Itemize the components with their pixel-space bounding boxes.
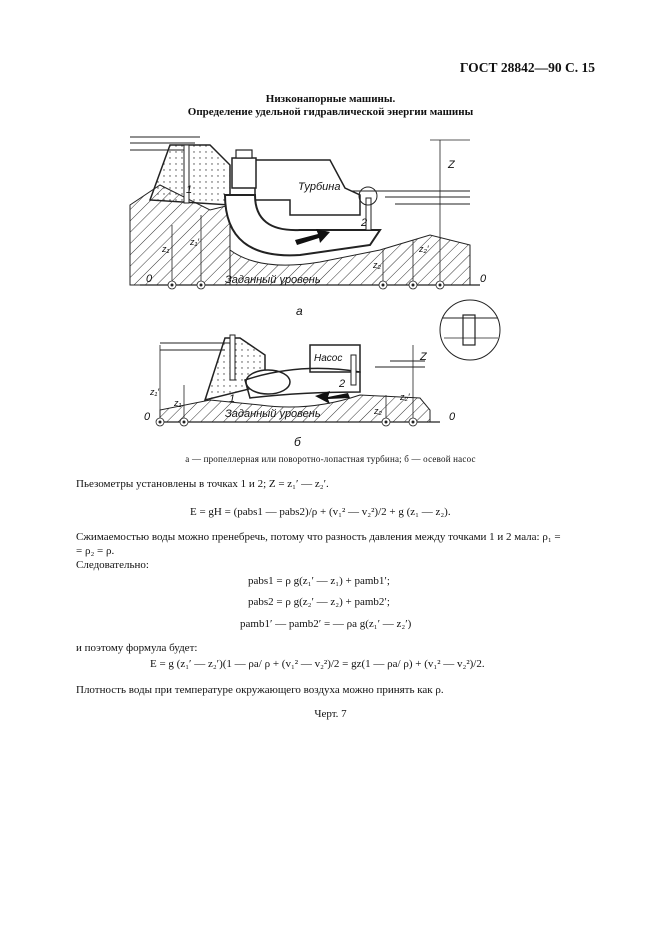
- dim-z2p-a: z₂′: [419, 244, 429, 254]
- dim-z2-a: z₂: [373, 260, 381, 270]
- dim-z1-a: z₁: [162, 244, 170, 254]
- level-label-a: Заданный уровень: [225, 274, 321, 286]
- dim-z-b: Z: [420, 351, 427, 363]
- zero-left-a: 0: [146, 273, 153, 285]
- point-2-b: 2: [339, 378, 346, 390]
- figure-caption: а — пропеллерная или поворотно-лопастная турбина; б — осевой насос: [185, 454, 476, 464]
- figure-number: Черт. 7: [314, 708, 347, 720]
- dim-z-a: Z: [448, 159, 455, 171]
- zero-left-b: 0: [144, 411, 151, 423]
- sublabel-b: б: [294, 435, 301, 449]
- document-header: ГОСТ 28842—90 С. 15: [459, 60, 595, 75]
- paragraph-formula-intro: и поэтому формула будет:: [76, 642, 198, 654]
- dim-z1-b: z₁: [174, 398, 182, 408]
- turbine-label: Турбина: [298, 181, 341, 193]
- diagram-a: [130, 137, 487, 318]
- paragraph-density: Плотность воды при температуре окружающего воздуха можно принять как ρ.: [76, 684, 444, 696]
- pump-label: Насос: [314, 353, 343, 364]
- paragraph-therefore: Следовательно:: [76, 559, 149, 571]
- zero-right-b: 0: [449, 411, 456, 423]
- paragraph-compressibility: Сжимаемостью воды можно пренебречь, потому что разность давления между точками 1 и 2 мала: ρ₁ =: [76, 531, 561, 543]
- point-2-a: 2: [361, 217, 368, 229]
- sublabel-a: а: [296, 304, 303, 318]
- dim-z2p-b: z₂′: [400, 392, 410, 402]
- formula-final: E = g (z₁′ — z₂′)(1 — ρa/ ρ + (v₁² — v₂²)/2 = gz(1 — ρa/ ρ) + (v₁² — v₂²)/2.: [150, 658, 485, 670]
- level-label-b: Заданный уровень: [225, 408, 321, 420]
- figure-title-line1: Низконапорные машины.: [265, 93, 396, 105]
- point-1-b: 1: [229, 393, 236, 405]
- formula-energy: E = gH = (pabs1 — pabs2)/ρ + (v₁² — v₂²)/2 + g (z₁ — z₂).: [190, 506, 451, 518]
- zero-right-a: 0: [480, 273, 487, 285]
- point-1-a: 1: [186, 184, 193, 196]
- paragraph-compressibility-cont: = ρ₂ = ρ.: [76, 545, 115, 557]
- formula-pabs1: pabs1 = ρ g(z₁′ — z₁) + pamb1′;: [248, 575, 390, 587]
- paragraph-piezometers: Пьезометры установлены в точках 1 и 2; Z = z₁′ — z₂′.: [76, 478, 329, 490]
- formula-pamb: pamb1′ — pamb2′ = — ρa g(z₁′ — z₂′): [240, 618, 412, 630]
- diagram-b: [144, 335, 456, 449]
- technical-drawing: [0, 0, 661, 460]
- figure-title-line2: Определение удельной гидравлической энергии машины: [187, 106, 474, 118]
- detail-inset: [440, 300, 500, 360]
- formula-pabs2: pabs2 = ρ g(z₂′ — z₂) + pamb2′;: [248, 596, 390, 608]
- dim-z1p-a: z₁′: [190, 237, 200, 247]
- dim-z2-b: z₂: [374, 406, 382, 416]
- dim-z1p-b: z₁′: [150, 387, 160, 397]
